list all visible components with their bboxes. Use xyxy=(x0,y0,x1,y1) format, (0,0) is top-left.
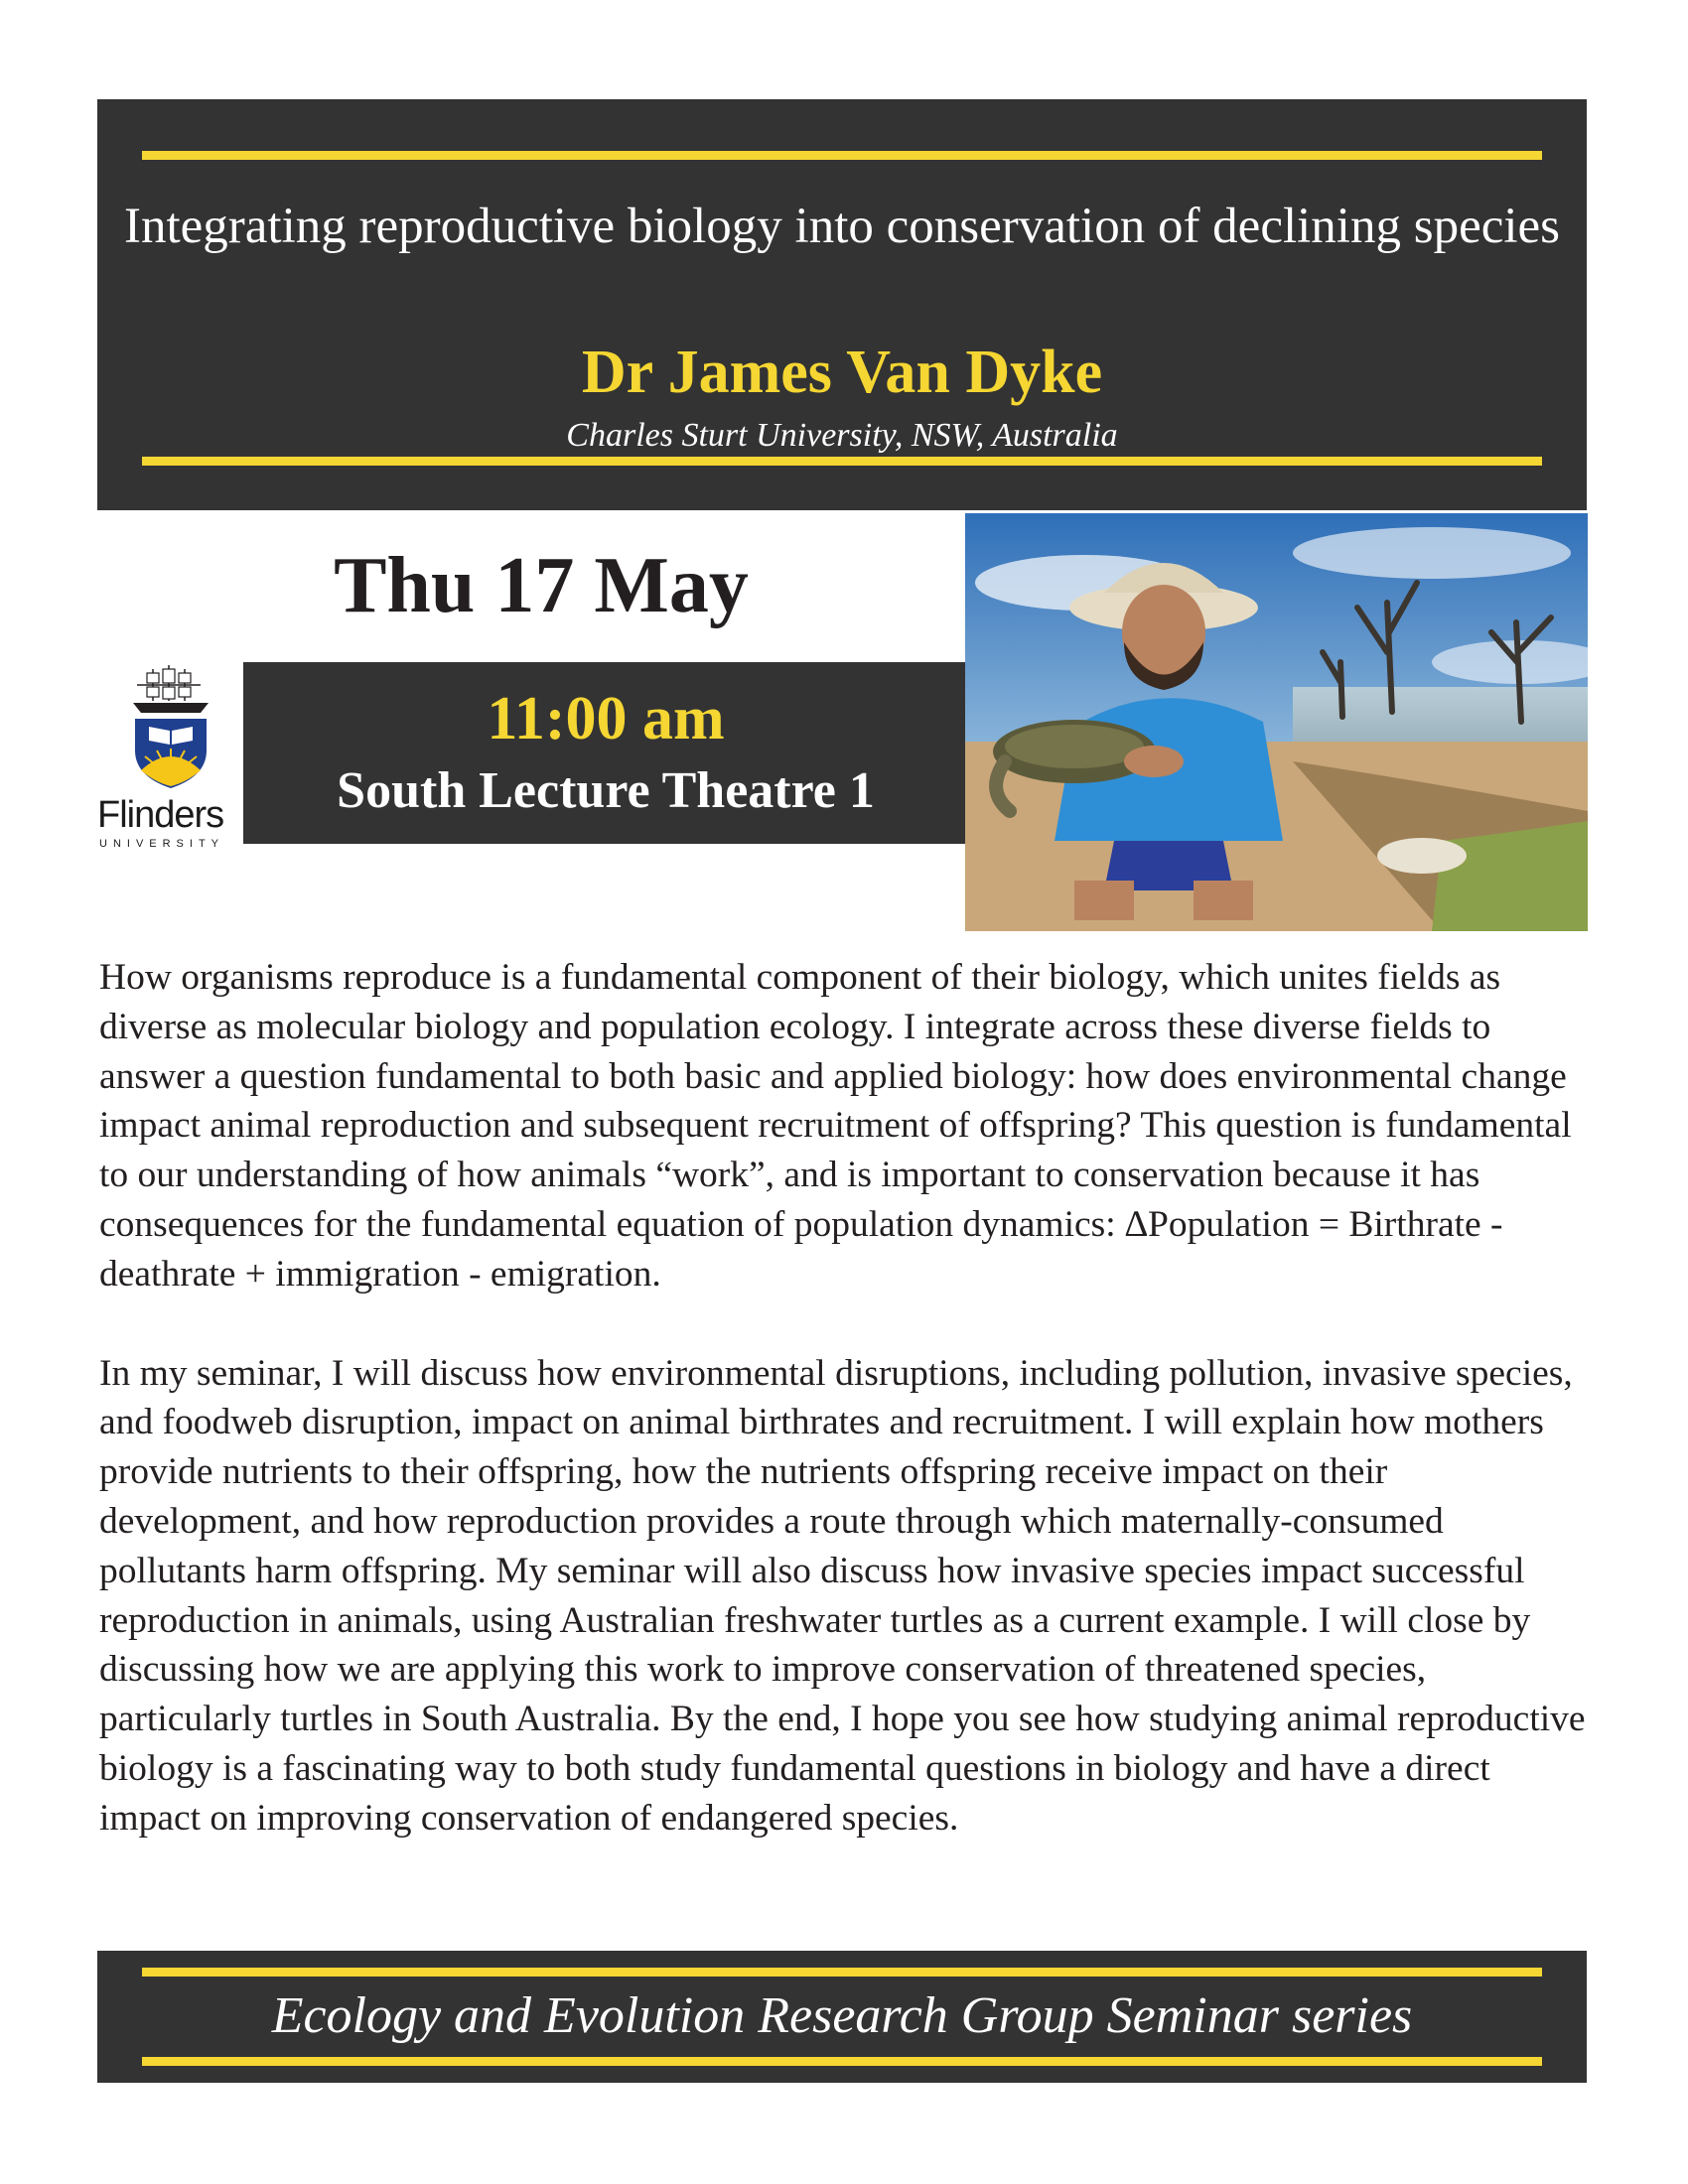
accent-rule-top xyxy=(142,151,1542,160)
university-logo xyxy=(97,663,244,852)
logo-wordmark: Flinders xyxy=(97,794,224,836)
seminar-series-name: Ecology and Evolution Research Group Seminar series xyxy=(271,1987,1413,2044)
talk-title: Integrating reproductive biology into conservation of declining species xyxy=(123,199,1560,254)
event-time: 11:00 am xyxy=(487,685,725,752)
event-venue: South Lecture Theatre 1 xyxy=(337,762,875,819)
footer-accent-rule-bottom xyxy=(142,2057,1542,2066)
speaker-affiliation: Charles Sturt University, NSW, Australia xyxy=(566,417,1118,454)
footer-accent-rule-top xyxy=(142,1968,1542,1977)
crest-icon xyxy=(97,663,244,792)
speaker-name: Dr James Van Dyke xyxy=(581,339,1103,406)
logo-subtext: UNIVERSITY xyxy=(99,838,225,850)
time-venue-box xyxy=(243,662,968,844)
speaker-photo xyxy=(965,513,1588,931)
event-date: Thu 17 May xyxy=(334,542,749,629)
photo-illustration xyxy=(965,513,1588,931)
header-banner xyxy=(97,99,1587,510)
abstract xyxy=(99,953,1594,1843)
accent-rule-bottom xyxy=(142,457,1542,466)
abstract-paragraph-2: In my seminar, I will discuss how environmental disruptions, including pollution, invasive species, and foodweb disruption, impact on animal birthrates and recruitment. I will explain how mothers provide nutrients to their offspring, how the nutrients offspring receive impact on their development, and how reproduction provides a route through which maternally-consumed pollutants harm offspring. My seminar will also discuss how invasive species impact successful reproduction in animals, using Australian freshwater turtles as a current example. I will close by discussing how we are applying this work to improve conservation of threatened species, particularly turtles in South Australia. By the end, I hope you see how studying animal reproductive biology is a fascinating way to both study fundamental questions in biology and have a direct impact on improving conservation of endangered species. xyxy=(99,1352,1586,1839)
footer-banner xyxy=(97,1951,1587,2083)
abstract-paragraph-1: How organisms reproduce is a fundamental component of their biology, which unites fields as diverse as molecular biology and population ecology. I integrate across these diverse fields to answer a question fundamental to both basic and applied biology: how does environmental change impact animal reproduction and subsequent recruitment of offspring? This question is fundamental to our understanding of how animals “work”, and is important to conservation because it has consequences for the fundamental equation of population dynamics: ∆Population = Birthrate - deathrate + immigration - emigration. xyxy=(99,957,1572,1295)
